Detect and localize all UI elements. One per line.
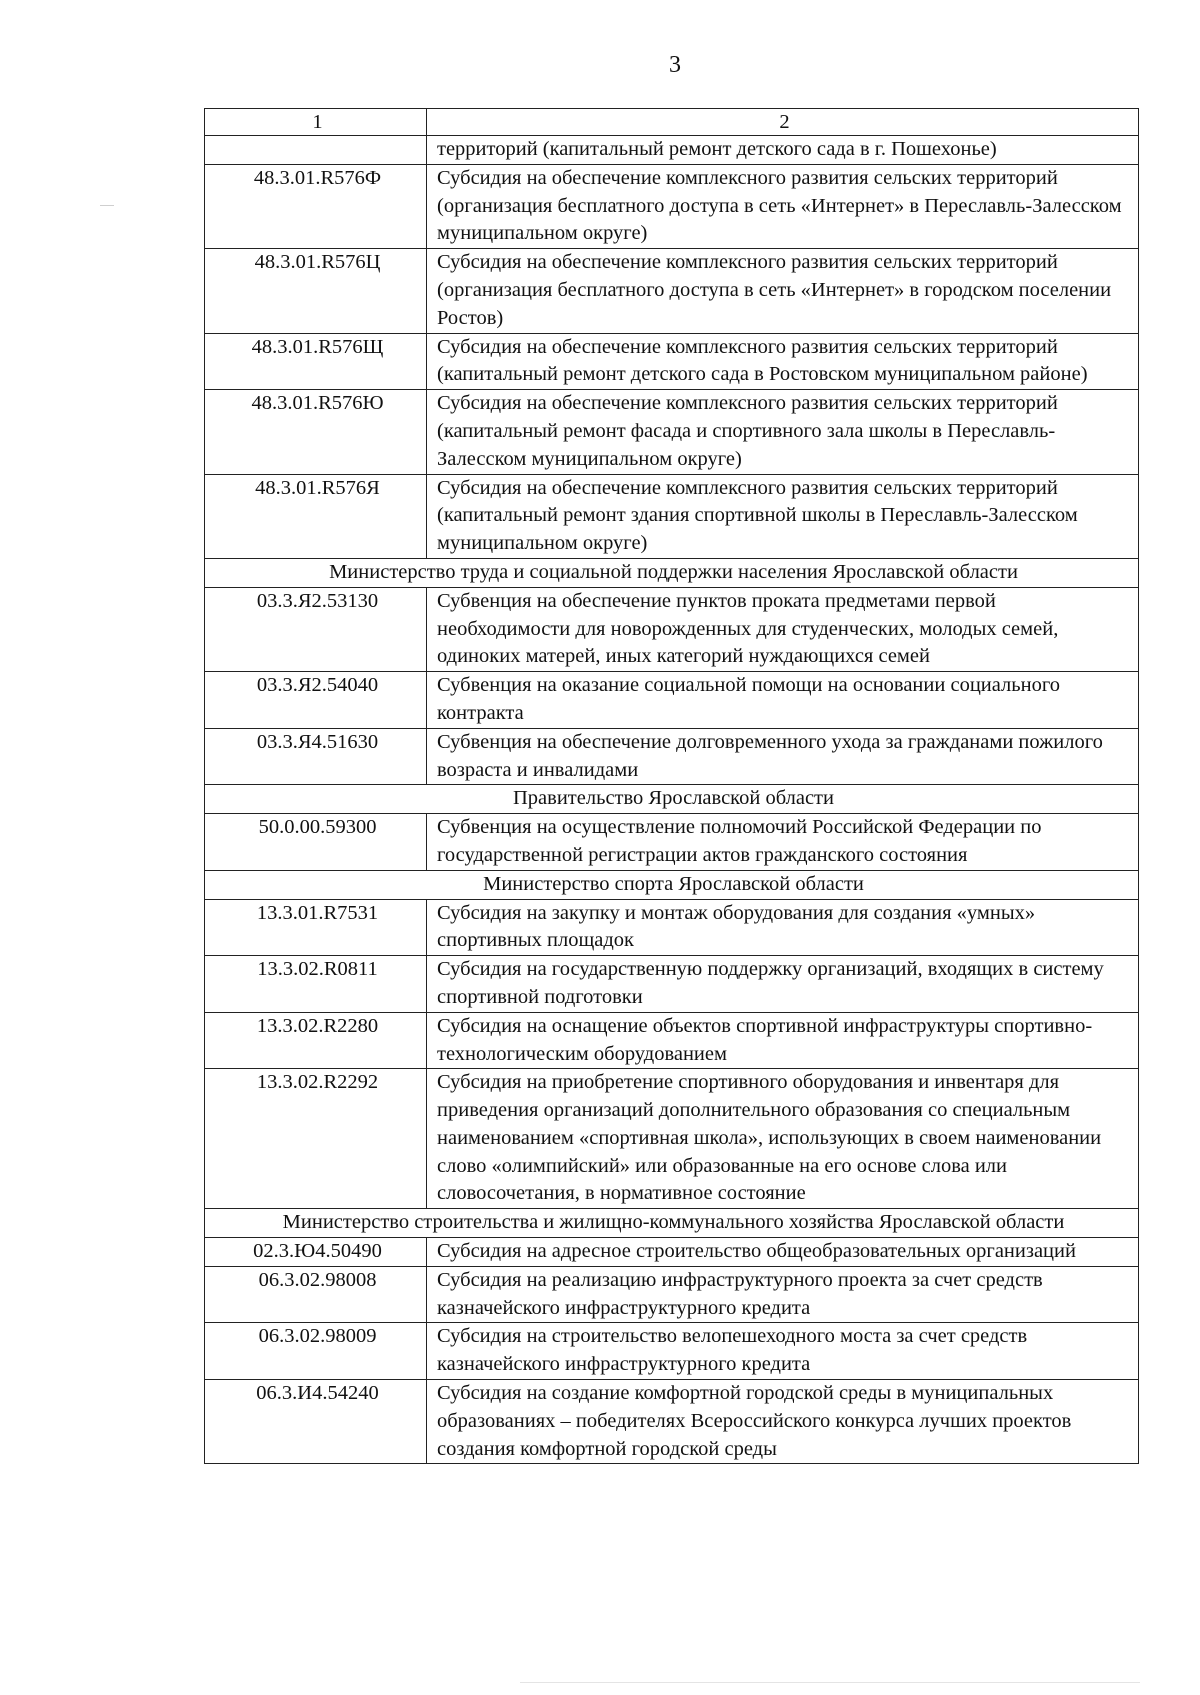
table-row xyxy=(205,390,1139,474)
page-number: 3 xyxy=(669,52,681,78)
section-title: Правительство Ярославской области xyxy=(205,785,1139,814)
budget-code-cell: 48.3.01.R576Ю xyxy=(205,390,427,474)
section-title: Министерство спорта Ярославской области xyxy=(205,870,1139,899)
budget-code-cell: 06.3.02.98008 xyxy=(205,1266,427,1323)
description-cell: Субсидия на обеспечение комплексного развития сельских территорий (капитальный ремонт фасада и спортивного зала школы в Переславль-Залесском муниципальном округе) xyxy=(427,390,1139,474)
table-row xyxy=(205,1012,1139,1069)
column-header-2: 2 xyxy=(427,109,1139,136)
scan-artifact xyxy=(100,205,114,206)
column-header-1: 1 xyxy=(205,109,427,136)
section-header-row xyxy=(205,870,1139,899)
description-cell: Субсидия на реализацию инфраструктурного проекта за счет средств казначейского инфраструктурного кредита xyxy=(427,1266,1139,1323)
description-cell: Субсидия на обеспечение комплексного развития сельских территорий (капитальный ремонт здания спортивной школы в Переславль-Залесском муниципальном округе) xyxy=(427,474,1139,558)
description-cell: Субвенция на обеспечение пунктов проката предметами первой необходимости для новорожденных для студенческих, молодых семей, одиноких матерей, иных категорий нуждающихся семей xyxy=(427,587,1139,671)
table-row xyxy=(205,333,1139,390)
table-row xyxy=(205,249,1139,333)
budget-code-cell: 03.3.Я2.54040 xyxy=(205,672,427,729)
budget-code-cell: 13.3.02.R2292 xyxy=(205,1069,427,1209)
section-title: Министерство труда и социальной поддержки населения Ярославской области xyxy=(205,558,1139,587)
description-cell: территорий (капитальный ремонт детского сада в г. Пошехонье) xyxy=(427,136,1139,165)
description-cell: Субвенция на обеспечение долговременного ухода за гражданами пожилого возраста и инвалидами xyxy=(427,728,1139,785)
budget-code-cell: 03.3.Я4.51630 xyxy=(205,728,427,785)
description-cell: Субсидия на государственную поддержку организаций, входящих в систему спортивной подготовки xyxy=(427,956,1139,1013)
table-row xyxy=(205,136,1139,165)
table-header-row xyxy=(205,109,1139,136)
table-row xyxy=(205,672,1139,729)
table-row xyxy=(205,1266,1139,1323)
table-row xyxy=(205,474,1139,558)
table-row xyxy=(205,1323,1139,1380)
description-cell: Субвенция на осуществление полномочий Российской Федерации по государственной регистрации актов гражданского состояния xyxy=(427,814,1139,871)
table-row xyxy=(205,1380,1139,1464)
table-row xyxy=(205,587,1139,671)
table-row xyxy=(205,1238,1139,1267)
scan-artifact xyxy=(520,1682,1140,1683)
table-row xyxy=(205,728,1139,785)
budget-code-cell: 48.3.01.R576Ф xyxy=(205,164,427,248)
budget-code-cell: 13.3.02.R0811 xyxy=(205,956,427,1013)
budget-code-cell: 48.3.01.R576Ц xyxy=(205,249,427,333)
budget-code-cell: 50.0.00.59300 xyxy=(205,814,427,871)
section-title: Министерство строительства и жилищно-коммунального хозяйства Ярославской области xyxy=(205,1209,1139,1238)
budget-code-cell: 03.3.Я2.53130 xyxy=(205,587,427,671)
budget-code-cell: 02.3.Ю4.50490 xyxy=(205,1238,427,1267)
table-row xyxy=(205,814,1139,871)
description-cell: Субсидия на создание комфортной городской среды в муниципальных образованиях – победителях Всероссийского конкурса лучших проектов создания комфортной городской среды xyxy=(427,1380,1139,1464)
description-cell: Субсидия на оснащение объектов спортивной инфраструктуры спортивно-технологическим оборудованием xyxy=(427,1012,1139,1069)
description-cell: Субсидия на обеспечение комплексного развития сельских территорий (капитальный ремонт детского сада в Ростовском муниципальном районе) xyxy=(427,333,1139,390)
table-body xyxy=(205,109,1139,1464)
budget-code-cell: 13.3.02.R2280 xyxy=(205,1012,427,1069)
budget-code-cell: 06.3.02.98009 xyxy=(205,1323,427,1380)
section-header-row xyxy=(205,1209,1139,1238)
table-row xyxy=(205,899,1139,956)
description-cell: Субсидия на обеспечение комплексного развития сельских территорий (организация бесплатного доступа в сеть «Интернет» в Переславль-Залесском муниципальном округе) xyxy=(427,164,1139,248)
budget-codes-table xyxy=(204,108,1139,1464)
budget-code-cell xyxy=(205,136,427,165)
section-header-row xyxy=(205,558,1139,587)
table-row xyxy=(205,956,1139,1013)
budget-code-cell: 06.3.И4.54240 xyxy=(205,1380,427,1464)
section-header-row xyxy=(205,785,1139,814)
description-cell: Субсидия на приобретение спортивного оборудования и инвентаря для приведения организаций дополнительного образования со специальным наименованием «спортивная школа», использующих в своем наименовании слово «олимпийский» или образованные на его основе слова или словосочетания, в нормативное состояние xyxy=(427,1069,1139,1209)
description-cell: Субсидия на обеспечение комплексного развития сельских территорий (организация бесплатного доступа в сеть «Интернет» в городском поселении Ростов) xyxy=(427,249,1139,333)
table-row xyxy=(205,1069,1139,1209)
description-cell: Субсидия на строительство велопешеходного моста за счет средств казначейского инфраструктурного кредита xyxy=(427,1323,1139,1380)
description-cell: Субсидия на адресное строительство общеобразовательных организаций xyxy=(427,1238,1139,1267)
budget-code-cell: 13.3.01.R7531 xyxy=(205,899,427,956)
budget-code-cell: 48.3.01.R576Я xyxy=(205,474,427,558)
table-row xyxy=(205,164,1139,248)
budget-code-cell: 48.3.01.R576Щ xyxy=(205,333,427,390)
description-cell: Субвенция на оказание социальной помощи на основании социального контракта xyxy=(427,672,1139,729)
description-cell: Субсидия на закупку и монтаж оборудования для создания «умных» спортивных площадок xyxy=(427,899,1139,956)
